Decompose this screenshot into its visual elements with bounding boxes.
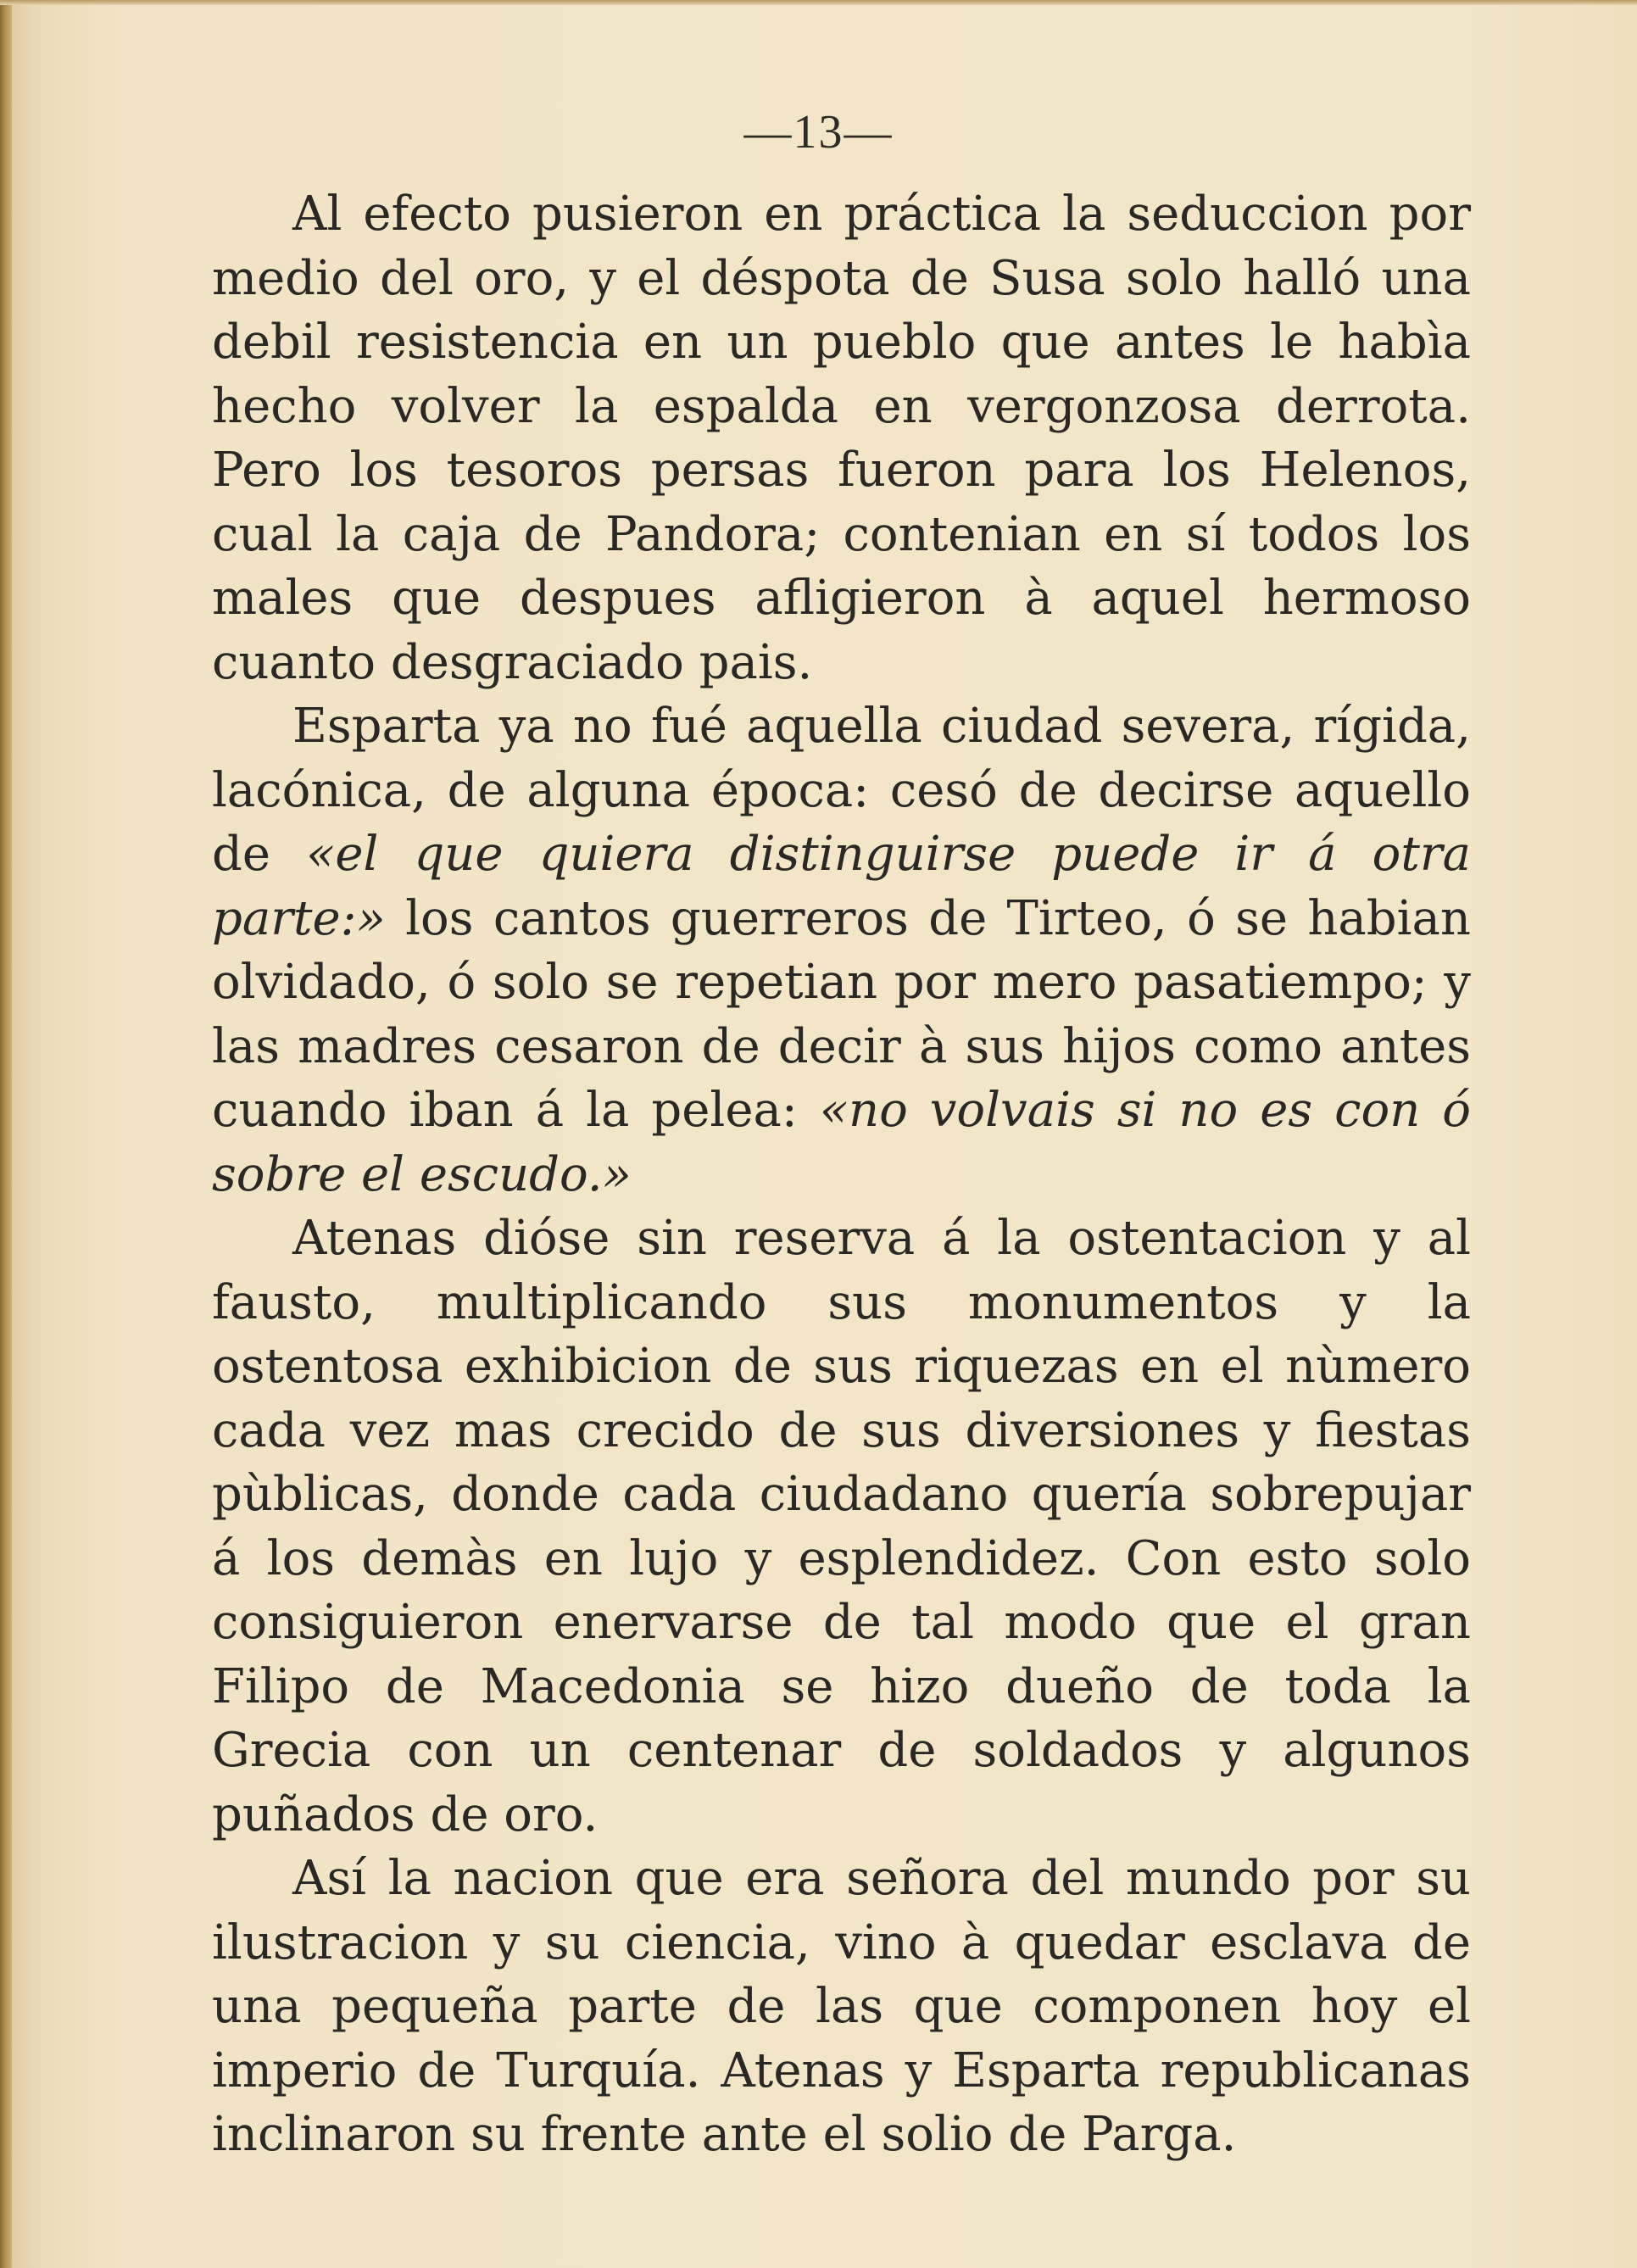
paragraph-2-text-start: Esparta ya no fué aquella ciudad severa, rígida, lacónica, de alguna época: cesó de decirse aquello de [212,699,1471,882]
page-number: —13— [743,106,894,159]
paragraph-2-text-middle: los cantos guerreros de Tirteo, ó se habian olvidado, ó solo se repetian por mero pasatiempo; y las madres cesaron de decir à sus hijos como antes cuando iban á la pelea: [212,890,1471,1138]
paragraph-4: Así la nacion que era señora del mundo por su ilustracion y su ciencia, vino à quedar esclava de una pequeña parte de las que componen hoy el imperio de Turquía. Atenas y Esparta republicanas inclinaron su frente ante el solio de Parga. [212,1851,1471,2162]
body-text [212,182,1471,2167]
page-top-edge [0,0,1637,5]
italic-quote-escudo: «no volvais si no es con ó sobre el escudo.» [212,1083,1471,1202]
paragraph-2 [212,694,1471,1206]
paragraph-3: Atenas dióse sin reserva á la ostentacion y al fausto, multiplicando sus monumentos y la ostentosa exhibicion de sus riquezas en el nùmero cada vez mas crecido de sus diversiones y fiestas pùblicas, donde cada ciudadano quería sobrepujar á los demàs en lujo y esplendidez. Con esto solo consiguieron enervarse de tal modo que el gran Filipo de Macedonia se hizo dueño de toda la Grecia con un centenar de soldados y algunos puñados de oro. [212,1211,1471,1842]
paragraph-1: Al efecto pusieron en práctica la seduccion por medio del oro, y el déspota de Susa solo halló una debil resistencia en un pueblo que antes le habìa hecho volver la espalda en vergonzosa derrota. Pero los tesoros persas fueron para los Helenos, cual la caja de Pandora; contenian en sí todos los males que despues afligieron à aquel hermoso cuanto desgraciado pais. [212,187,1471,690]
page-spine-edge [0,0,12,2268]
italic-quote-distinguirse: «el que quiera distinguirse puede ir á otra parte:» [212,827,1471,946]
